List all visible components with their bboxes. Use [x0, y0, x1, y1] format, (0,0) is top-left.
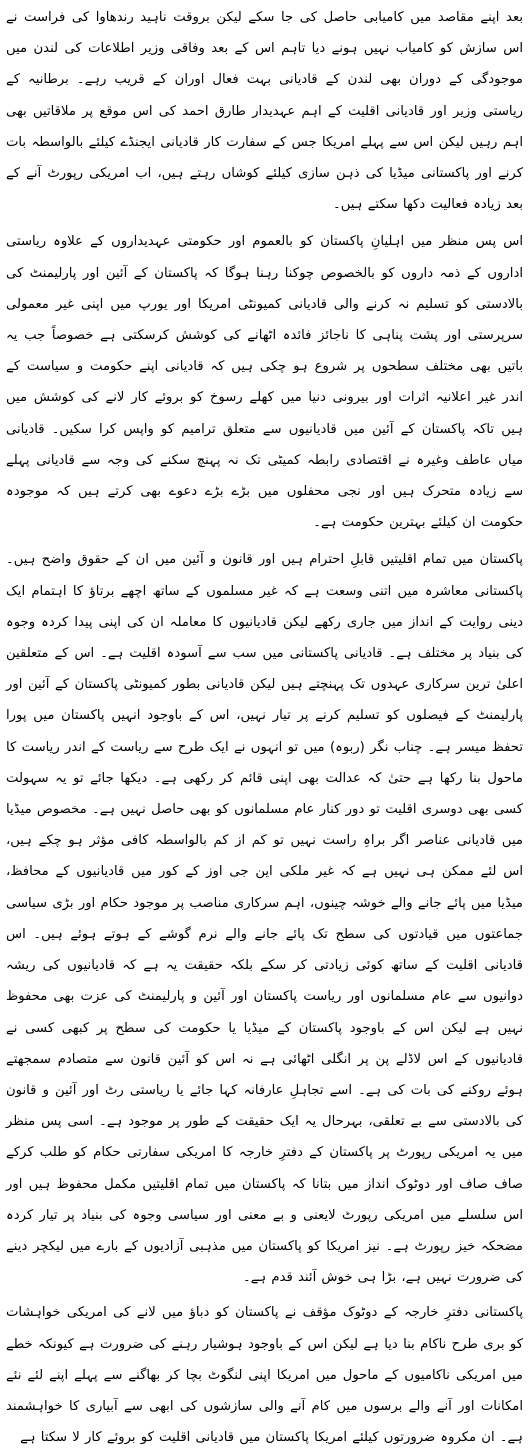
article-paragraph-4: پاکستانی دفترِ خارجہ کے دوٹوک مؤقف نے پاکستان کو دباؤ میں لانے کی امریکی خواہشات کو بری طرح ناکام بنا دیا ہے لیکن اس کے باوجود ہوشیار رہنے کی ضرورت ہے کیونکہ خطے میں امریکی ناکامیوں کے ماحول میں امریکا اپنی لنگوٹ بچا کر بھاگنے سے پہلے اپنے لئے نئے امکانات اور آنے والے برسوں میں کام آنے والی سازشوں کی ابھی سے آبیاری کا خواہشمند ہے۔ ان مکروہ ضرورتوں کیلئے امریکا پاکستان میں قادیانی اقلیت کو بروئے کار لا سکتا ہے: [6, 1305, 523, 1446]
article-paragraph-1: بعد اپنے مقاصد میں کامیابی حاصل کی جا سکے لیکن بروقت ناہید رندھاوا کی فراست نے اس سازش کو کامیاب نہیں ہونے دیا تاہم اس کے بعد وفاقی وزیر اطلاعات کی لندن میں موجودگی کے دوران بھی لندن کے قادیانی بہت فعال اوران کے قریب رہے۔ برطانیہ کے ریاستی وزیر اور قادیانی اقلیت کے اہم عہدیدار طارق احمد کی اس موقع پر ملاقاتیں بھی اہم رہیں لیکن اس سے پہلے امریکا جس کے سفارت کار قادیانی ایجنڈے کیلئے بالواسطہ بات کرنے اور پاکستانی میڈیا کی ذہن سازی کیلئے کوشاں رہتے ہیں، اب امریکی رپورٹ آنے کے بعد زیادہ فعالیت دکھا سکتے ہیں۔: [6, 10, 523, 213]
article-paragraph-2: اس پس منظر میں اہلیانِ پاکستان کو بالعموم اور حکومتی عہدیداروں کے علاوہ ریاستی اداروں کے ذمہ داروں کو بالخصوص چوکنا رہنا ہوگا کہ پاکستان کے آئین اور پارلیمنٹ کی بالادستی کو تسلیم نہ کرنے والی قادیانی کمیونٹی امریکا اور یورپ میں اپنی غیر معمولی سرپرستی اور پشت پناہی کا ناجائز فائدہ اٹھانے کی کوشش کرسکتی ہے خصوصاً جب یہ باتیں بھی مختلف سطحوں پر شروع ہو چکی ہیں کہ قادیانی اپنے حکومت و سیاست کے اندر غیر اعلانیہ اثرات اور بیرونی دنیا میں کھلے رسوخ کو بروئے کار لانے کی کوشش میں ہیں تاکہ پاکستان کے آئین میں قادیانیوں سے متعلق ترامیم کو واپس کرا سکیں۔ قادیانی میاں عاطف وغیرہ نے اقتصادی رابطہ کمیٹی تک نہ پہنچ سکنے کی وجہ سے قادیانی پہلے سے زیادہ متحرک ہیں اور نجی محفلوں میں بڑے بڑے دعوے بھی کرتے ہیں کہ موجودہ حکومت ان کیلئے بہترین حکومت ہے۔: [6, 234, 523, 531]
article-paragraph-3: پاکستان میں تمام اقلیتیں قابلِ احترام ہیں اور قانون و آئین میں ان کے حقوق واضح ہیں۔ پاکستانی معاشرہ میں اتنی وسعت ہے کہ غیر مسلموں کے ساتھ اچھے برتاؤ کا اہتمام ایک دینی روایت کے انداز میں جاری رکھے لیکن قادیانیوں کا معاملہ ان کی اپنی پیدا کردہ وجوہ کی بنیاد پر مختلف ہے۔ قادیانی پاکستانی میں سب سے آسودہ اقلیت ہے۔ اس کے متعلقین اعلیٰ ترین سرکاری عہدوں تک پہنچتے ہیں لیکن قادیانی بطور کمیونٹی پاکستان کے آئین اور پارلیمنٹ کے فیصلوں کو تسلیم کرنے پر تیار نہیں، اس کے باوجود انہیں پاکستان میں پورا تحفظ میسر ہے۔ چناب نگر (ربوہ) میں تو انہوں نے ایک طرح سے ریاست کے اندر ریاست کا ماحول بنا رکھا ہے حتیٰ کہ عدالت بھی اپنی قائم کر رکھی ہے۔ دیکھا جائے تو یہ سہولت کسی بھی دوسری اقلیت تو دور کنار عام مسلمانوں کو بھی حاصل نہیں ہے۔ مخصوص میڈیا میں قادیانی عناصر اگر براہِ راست نہیں تو کم از کم بالواسطہ کافی مؤثر ہو چکے ہیں، اس لئے ممکن ہی نہیں ہے کہ غیر ملکی این جی اوز کے کور میں قادیانیوں کے محافظ، میڈیا میں پائے جانے والے خوشہ چینوں، اہم سرکاری مناصب پر موجود حکام اور بڑی سیاسی جماعتوں میں قیادتوں کی سطح تک پائے جانے والے نرم گوشے کے ہوتے ہوئے ہیں۔ اس قادیانی اقلیت کے ساتھ کوئی زیادتی کر سکے بلکہ حقیقت یہ ہے کہ قادیانیوں کی ریشہ دوانیوں سے عام مسلمانوں اور ریاست پاکستان اور آئین و پارلیمنٹ کی عزت بھی محفوظ نہیں ہے لیکن اس کے باوجود پاکستان کے میڈیا یا حکومت کی سطح پر کبھی کسی نے قادیانیوں کے اس لاڈلے پن پر انگلی اٹھائی ہے نہ اس کو آئین قانون سے متصادم سمجھتے ہوئے روکنے کی بات کی ہے۔ اسے تجاہلِ عارفانہ کہا جائے یا ریاستی رٹ اور آئین و قانون کی بالادستی سے بے تعلقی، بہرحال یہ ایک حقیقت کے طور پر موجود ہے۔ اسی پس منظر میں یہ امریکی رپورٹ پر پاکستان کے دفترِ خارجہ کا امریکی سفارتی حکام کو طلب کرکے صاف صاف اور دوٹوک انداز میں بتانا کہ پاکستان میں تمام اقلیتیں مکمل محفوظ ہیں اور اس سلسلے میں امریکی رپورٹ لایعنی و بے معنی اور سیاسی وجوہ کی بنیاد پر تیار کردہ مضحکہ خیز رپورٹ ہے۔ نیز امریکا کو پاکستان میں مذہبی آزادیوں کے بارے میں لیکچر دینے کی ضرورت نہیں ہے، بڑا ہی خوش آئند قدم ہے۔: [6, 552, 523, 1286]
